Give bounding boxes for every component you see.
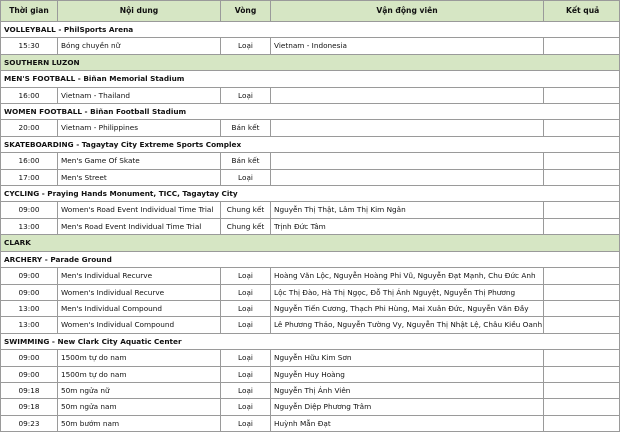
cell-content: 50m ngửa nam <box>58 399 221 415</box>
cell-content: 1500m tự do nam <box>58 366 221 382</box>
venue-header-row <box>1 186 620 202</box>
section-title: SOUTHERN LUZON <box>1 54 620 70</box>
cell-result <box>544 399 620 415</box>
cell-round: Chung kết <box>221 218 271 234</box>
cell-content: Bóng chuyền nữ <box>58 38 221 54</box>
cell-time: 09:00 <box>1 366 58 382</box>
table-row <box>1 382 620 398</box>
table-row <box>1 218 620 234</box>
cell-result <box>544 284 620 300</box>
cell-athletes: Nguyễn Thị Thật, Lâm Thị Kim Ngân <box>271 202 544 218</box>
cell-time: 09:00 <box>1 350 58 366</box>
cell-athletes: Lê Phương Thảo, Nguyễn Tường Vy, Nguyễn Thị Nhật Lệ, Châu Kiều Oanh <box>271 317 544 333</box>
table-row <box>1 399 620 415</box>
cell-round: Bán kết <box>221 153 271 169</box>
cell-round: Loại <box>221 399 271 415</box>
header-row <box>1 1 620 22</box>
cell-round: Chung kết <box>221 202 271 218</box>
cell-result <box>544 350 620 366</box>
cell-time: 20:00 <box>1 120 58 136</box>
cell-content: Women's Road Event Individual Time Trial <box>58 202 221 218</box>
cell-content: Men's Individual Compound <box>58 300 221 316</box>
venue-title: ARCHERY - Parade Ground <box>1 251 620 267</box>
cell-time: 13:00 <box>1 300 58 316</box>
cell-content: Vietnam - Thailand <box>58 87 221 103</box>
cell-content: Vietnam - Philippines <box>58 120 221 136</box>
table-row <box>1 415 620 431</box>
table-row <box>1 300 620 316</box>
cell-time: 09:23 <box>1 415 58 431</box>
cell-round: Loại <box>221 38 271 54</box>
venue-header-row <box>1 251 620 267</box>
cell-athletes: Nguyễn Thị Ánh Viên <box>271 382 544 398</box>
cell-athletes: Huỳnh Mẫn Đạt <box>271 415 544 431</box>
cell-content: Men's Road Event Individual Time Trial <box>58 218 221 234</box>
table-row <box>1 153 620 169</box>
cell-athletes: Trịnh Đức Tâm <box>271 218 544 234</box>
cell-result <box>544 366 620 382</box>
cell-content: 50m ngửa nữ <box>58 382 221 398</box>
cell-content: Women's Individual Compound <box>58 317 221 333</box>
cell-time: 16:00 <box>1 87 58 103</box>
header-content: Nội dung <box>58 1 221 22</box>
header-result: Kết quả <box>544 1 620 22</box>
cell-athletes: Vietnam - Indonesia <box>271 38 544 54</box>
cell-round: Loại <box>221 382 271 398</box>
cell-content: Men's Individual Recurve <box>58 268 221 284</box>
cell-result <box>544 120 620 136</box>
venue-header-row <box>1 136 620 152</box>
cell-round: Bán kết <box>221 120 271 136</box>
table-row <box>1 87 620 103</box>
venue-title: WOMEN FOOTBALL - Biñan Football Stadium <box>1 104 620 120</box>
cell-athletes <box>271 153 544 169</box>
cell-athletes <box>271 169 544 185</box>
cell-round: Loại <box>221 268 271 284</box>
cell-time: 09:00 <box>1 268 58 284</box>
venue-title: MEN'S FOOTBALL - Biñan Memorial Stadium <box>1 71 620 87</box>
cell-result <box>544 169 620 185</box>
cell-result <box>544 415 620 431</box>
cell-round: Loại <box>221 415 271 431</box>
venue-title: SWIMMING - New Clark City Aquatic Center <box>1 333 620 349</box>
table-row <box>1 317 620 333</box>
cell-time: 17:00 <box>1 169 58 185</box>
cell-time: 09:18 <box>1 382 58 398</box>
cell-time: 13:00 <box>1 317 58 333</box>
header-time: Thời gian <box>1 1 58 22</box>
cell-result <box>544 317 620 333</box>
cell-athletes: Nguyễn Huy Hoàng <box>271 366 544 382</box>
header-athletes: Vận động viên <box>271 1 544 22</box>
cell-athletes: Nguyễn Tiến Cương, Thạch Phi Hùng, Mai Xuân Đức, Nguyễn Văn Đầy <box>271 300 544 316</box>
cell-round: Loại <box>221 284 271 300</box>
cell-result <box>544 38 620 54</box>
cell-content: 50m bướm nam <box>58 415 221 431</box>
cell-athletes <box>271 120 544 136</box>
cell-round: Loại <box>221 317 271 333</box>
cell-time: 09:18 <box>1 399 58 415</box>
cell-content: Men's Street <box>58 169 221 185</box>
cell-round: Loại <box>221 87 271 103</box>
cell-time: 09:00 <box>1 202 58 218</box>
table-row <box>1 202 620 218</box>
cell-round: Loại <box>221 169 271 185</box>
cell-result <box>544 382 620 398</box>
table-row <box>1 366 620 382</box>
cell-content: Men's Game Of Skate <box>58 153 221 169</box>
venue-title: VOLLEYBALL - PhilSports Arena <box>1 22 620 38</box>
cell-athletes <box>271 87 544 103</box>
cell-time: 13:00 <box>1 218 58 234</box>
cell-athletes: Hoàng Văn Lộc, Nguyễn Hoàng Phi Vũ, Nguyễn Đạt Mạnh, Chu Đức Anh <box>271 268 544 284</box>
table-row <box>1 38 620 54</box>
cell-result <box>544 268 620 284</box>
venue-header-row <box>1 22 620 38</box>
venue-header-row <box>1 71 620 87</box>
header-round: Vòng <box>221 1 271 22</box>
table-row <box>1 350 620 366</box>
cell-result <box>544 218 620 234</box>
cell-round: Loại <box>221 350 271 366</box>
cell-time: 16:00 <box>1 153 58 169</box>
schedule-body <box>1 22 620 432</box>
section-header-row <box>1 54 620 70</box>
cell-time: 15:30 <box>1 38 58 54</box>
cell-athletes: Lộc Thị Đào, Hà Thị Ngọc, Đỗ Thị Ánh Nguyệt, Nguyễn Thị Phương <box>271 284 544 300</box>
venue-header-row <box>1 333 620 349</box>
cell-result <box>544 153 620 169</box>
table-row <box>1 284 620 300</box>
cell-athletes: Nguyễn Diệp Phương Trâm <box>271 399 544 415</box>
venue-title: SKATEBOARDING - Tagaytay City Extreme Sports Complex <box>1 136 620 152</box>
table-row <box>1 120 620 136</box>
table-row <box>1 169 620 185</box>
section-title: CLARK <box>1 235 620 251</box>
venue-title: CYCLING - Praying Hands Monument, TICC, Tagaytay City <box>1 186 620 202</box>
cell-time: 09:00 <box>1 284 58 300</box>
cell-content: 1500m tự do nam <box>58 350 221 366</box>
section-header-row <box>1 235 620 251</box>
venue-header-row <box>1 104 620 120</box>
cell-round: Loại <box>221 300 271 316</box>
cell-athletes: Nguyễn Hữu Kim Sơn <box>271 350 544 366</box>
cell-result <box>544 300 620 316</box>
cell-result <box>544 202 620 218</box>
table-row <box>1 268 620 284</box>
cell-round: Loại <box>221 366 271 382</box>
cell-result <box>544 87 620 103</box>
cell-content: Women's Individual Recurve <box>58 284 221 300</box>
